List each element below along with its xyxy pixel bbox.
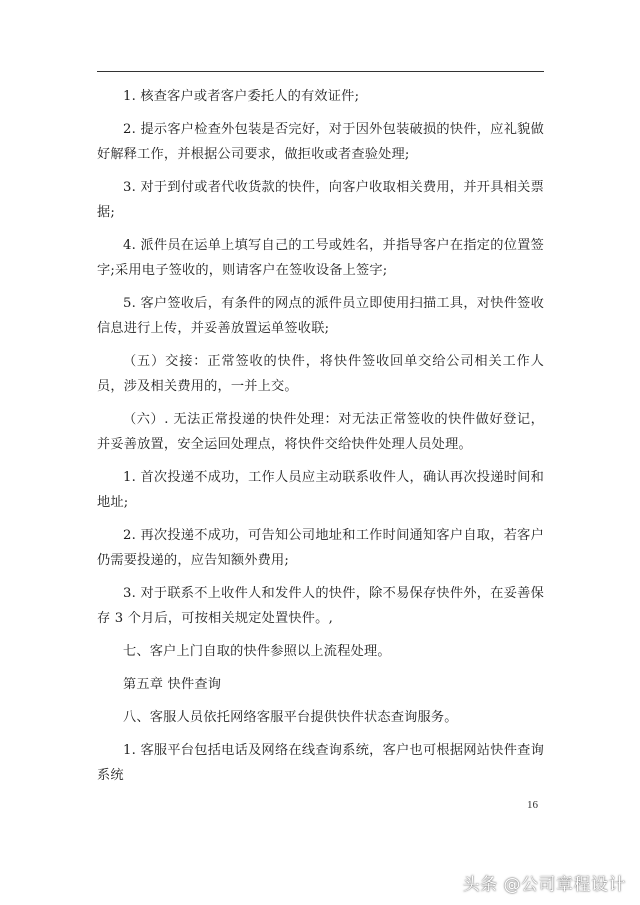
chapter-heading: 第五章 快件查询 (123, 677, 222, 692)
paragraph: 1. 首次投递不成功，工作人员应主动联系收件人，确认再次投递时间和地址; (97, 470, 544, 510)
document-body (97, 84, 544, 796)
paragraph: 5. 客户签收后，有条件的网点的派件员立即使用扫描工具，对快件签收信息进行上传，并妥善放置运单签收联; (97, 296, 544, 336)
paragraph: 2. 提示客户检查外包装是否完好，对于因外包装破损的快件，应礼貌做好解释工作，并根据公司要求，做拒收或者查验处理; (97, 122, 544, 162)
watermark: 头条 @公司章程设计 (462, 875, 626, 895)
paragraph: 1. 客服平台包括电话及网络在线查询系统，客户也可根据网站快件查询系统 (97, 743, 544, 783)
header-rule (97, 71, 544, 72)
paragraph: （六）. 无法正常投递的快件处理：对无法正常签收的快件做好登记，并妥善放置，安全运回处理点，将快件交给快件处理人员处理。 (97, 412, 544, 452)
page-number: 16 (527, 799, 538, 811)
paragraph: 3. 对于到付或者代收货款的快件，向客户收取相关费用，并开具相关票据; (97, 180, 544, 220)
paragraph: 2. 再次投递不成功，可告知公司地址和工作时间通知客户自取，若客户仍需要投递的，应告知额外费用; (97, 528, 544, 568)
paragraph: 七、客户上门自取的快件参照以上流程处理。 (123, 644, 391, 659)
paragraph: 3. 对于联系不上收件人和发件人的快件，除不易保存快件外，在妥善保存 3 个月后，可按相关规定处置快件。, (97, 586, 544, 626)
paragraph: 1. 核查客户或者客户委托人的有效证件; (123, 89, 360, 104)
paragraph: 八、客服人员依托网络客服平台提供快件状态查询服务。 (123, 710, 458, 725)
paragraph: 4. 派件员在运单上填写自己的工号或姓名，并指导客户在指定的位置签字;采用电子签收的，则请客户在签收设备上签字; (97, 238, 544, 278)
paragraph: （五）交接：正常签收的快件，将快件签收回单交给公司相关工作人员，涉及相关费用的，一并上交。 (97, 354, 544, 394)
